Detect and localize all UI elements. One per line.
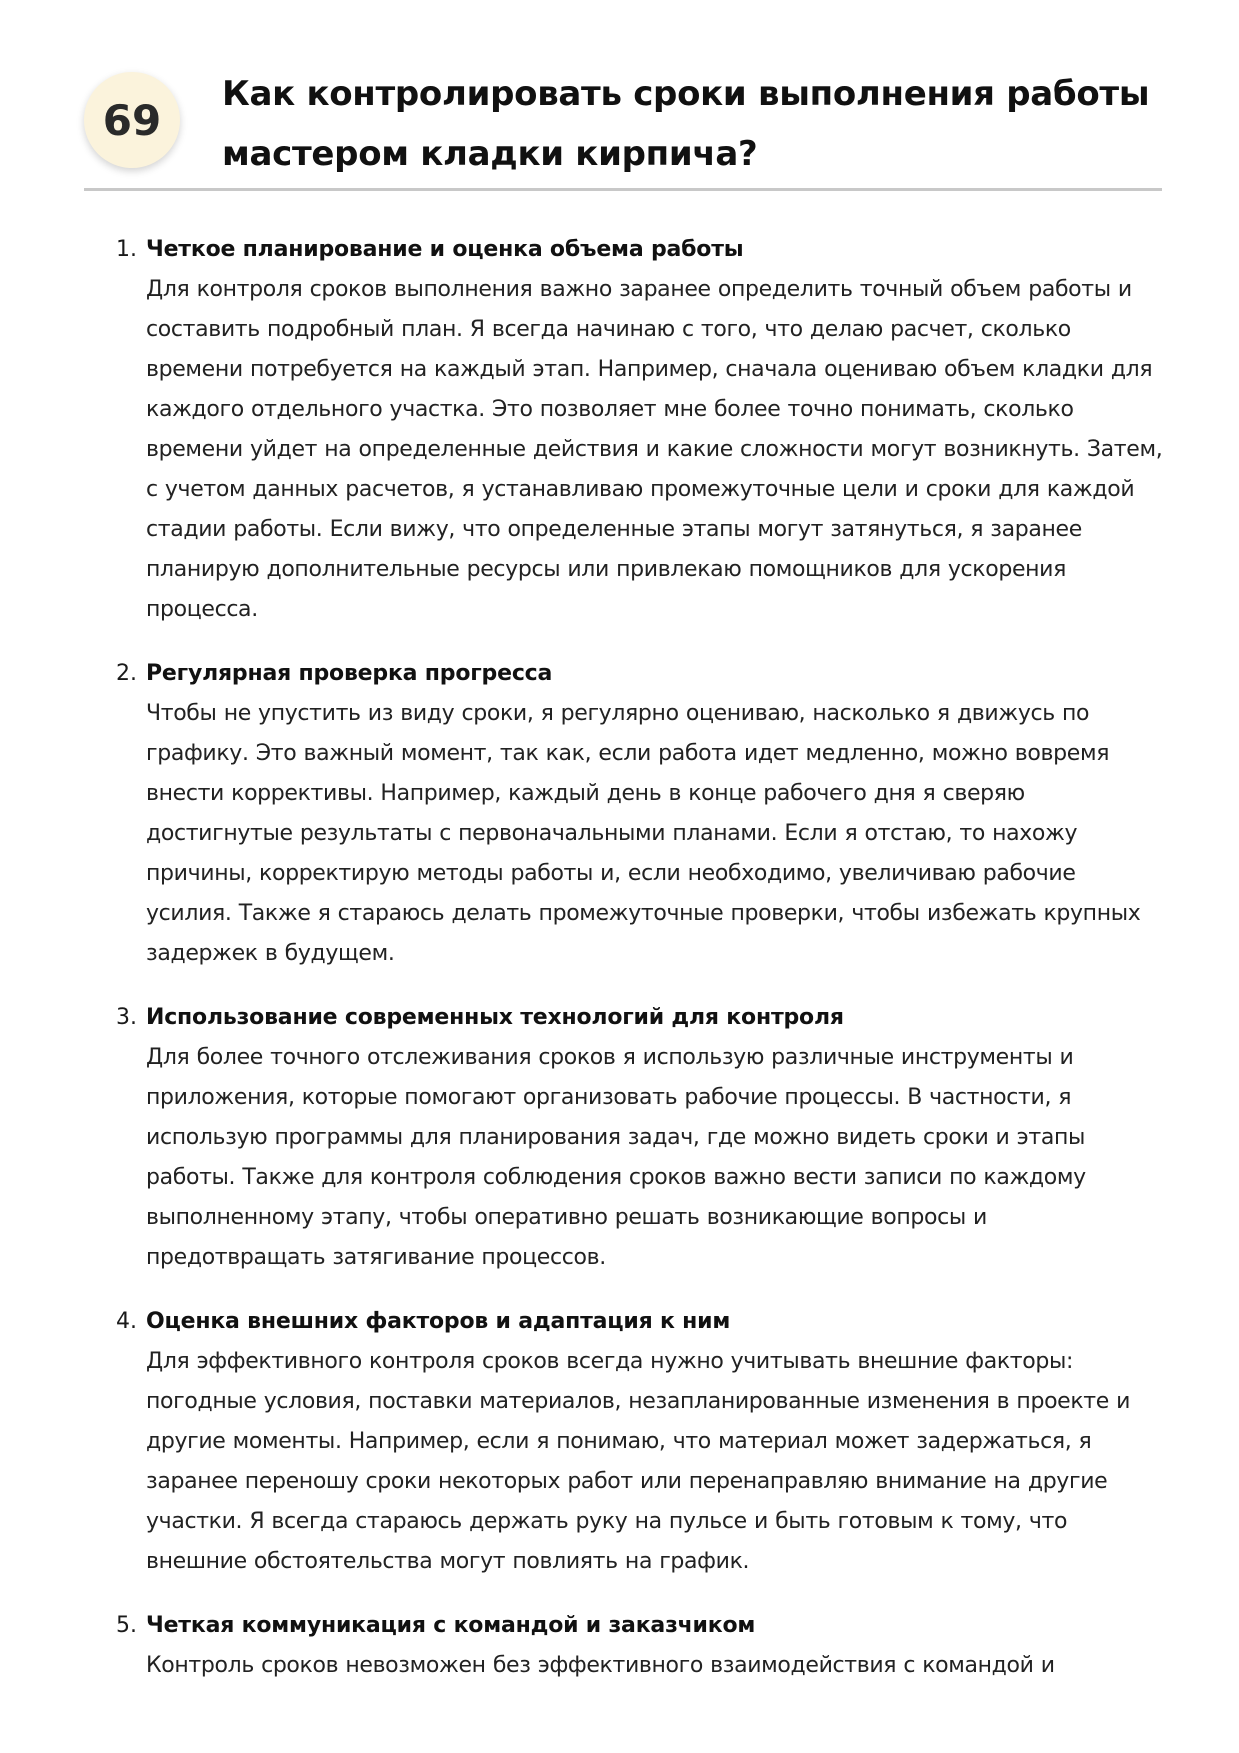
list-item [108, 230, 1168, 630]
list-item-text: Для более точного отслеживания сроков я использую различные инструменты и приложения, которые помогают организовать рабочие процессы. В частности, я использую программы для планирования задач, где можно видеть сроки и этапы работы. Также для контроля соблюдения сроков важно вести записи по каждому выполненному этапу, чтобы оперативно решать возникающие вопросы и предотвращать затягивание процессов. [146, 1045, 1086, 1270]
list-item [108, 998, 1168, 1278]
list-item-text: Для контроля сроков выполнения важно заранее определить точный объем работы и составить подробный план. Я всегда начинаю с того, что делаю расчет, сколько времени потребуется на каждый этап. Например, сначала оцениваю объем кладки для каждого отдельного участка. Это позволяет мне более точно понимать, сколько времени уйдет на определенные действия и какие сложности могут возникнуть. Затем, с учетом данных расчетов, я устанавливаю промежуточные цели и сроки для каждой стадии работы. Если вижу, что определенные этапы могут затянуться, я заранее планирую дополнительные ресурсы или привлекаю помощников для ускорения процесса. [146, 277, 1163, 622]
list-item-heading: Четкая коммуникация с командой и заказчиком [146, 1613, 756, 1638]
list-item-heading: Использование современных технологий для контроля [146, 1005, 844, 1030]
page-header [84, 56, 1162, 188]
list-item-number: 2. [116, 661, 137, 686]
list-item-number: 1. [116, 237, 137, 262]
list-item-number: 3. [116, 1005, 137, 1030]
answer-content [108, 230, 1168, 1710]
list-item-text: Чтобы не упустить из виду сроки, я регулярно оцениваю, насколько я движусь по графику. Это важный момент, так как, если работа идет медленно, можно вовремя внести коррективы. Например, каждый день в конце рабочего дня я сверяю достигнутые результаты с первоначальными планами. Если я отстаю, то нахожу причины, корректирую методы работы и, если необходимо, увеличиваю рабочие усилия. Также я стараюсь делать промежуточные проверки, чтобы избежать крупных задержек в будущем. [146, 701, 1141, 966]
answer-list [108, 230, 1168, 1686]
list-item-text: Для эффективного контроля сроков всегда нужно учитывать внешние факторы: погодные условия, поставки материалов, незапланированные изменения в проекте и другие моменты. Например, если я понимаю, что материал может задержаться, я заранее переношу сроки некоторых работ или перенаправляю внимание на другие участки. Я всегда стараюсь держать руку на пульсе и быть готовым к тому, что внешние обстоятельства могут повлиять на график. [146, 1349, 1131, 1574]
list-item [108, 1606, 1168, 1686]
list-item-number: 4. [116, 1309, 137, 1334]
list-item-heading: Оценка внешних факторов и адаптация к ним [146, 1309, 731, 1334]
list-item-number: 5. [116, 1613, 137, 1638]
list-item-heading: Регулярная проверка прогресса [146, 661, 553, 686]
list-item [108, 654, 1168, 974]
list-item-heading: Четкое планирование и оценка объема работы [146, 237, 744, 262]
list-item-text: Контроль сроков невозможен без эффективного взаимодействия с командой и [146, 1653, 1055, 1678]
header-divider [84, 188, 1162, 191]
question-number-badge: 69 [84, 72, 180, 168]
page-title: Как контролировать сроки выполнения работы мастером кладки кирпича? [222, 74, 1150, 174]
list-item [108, 1302, 1168, 1582]
